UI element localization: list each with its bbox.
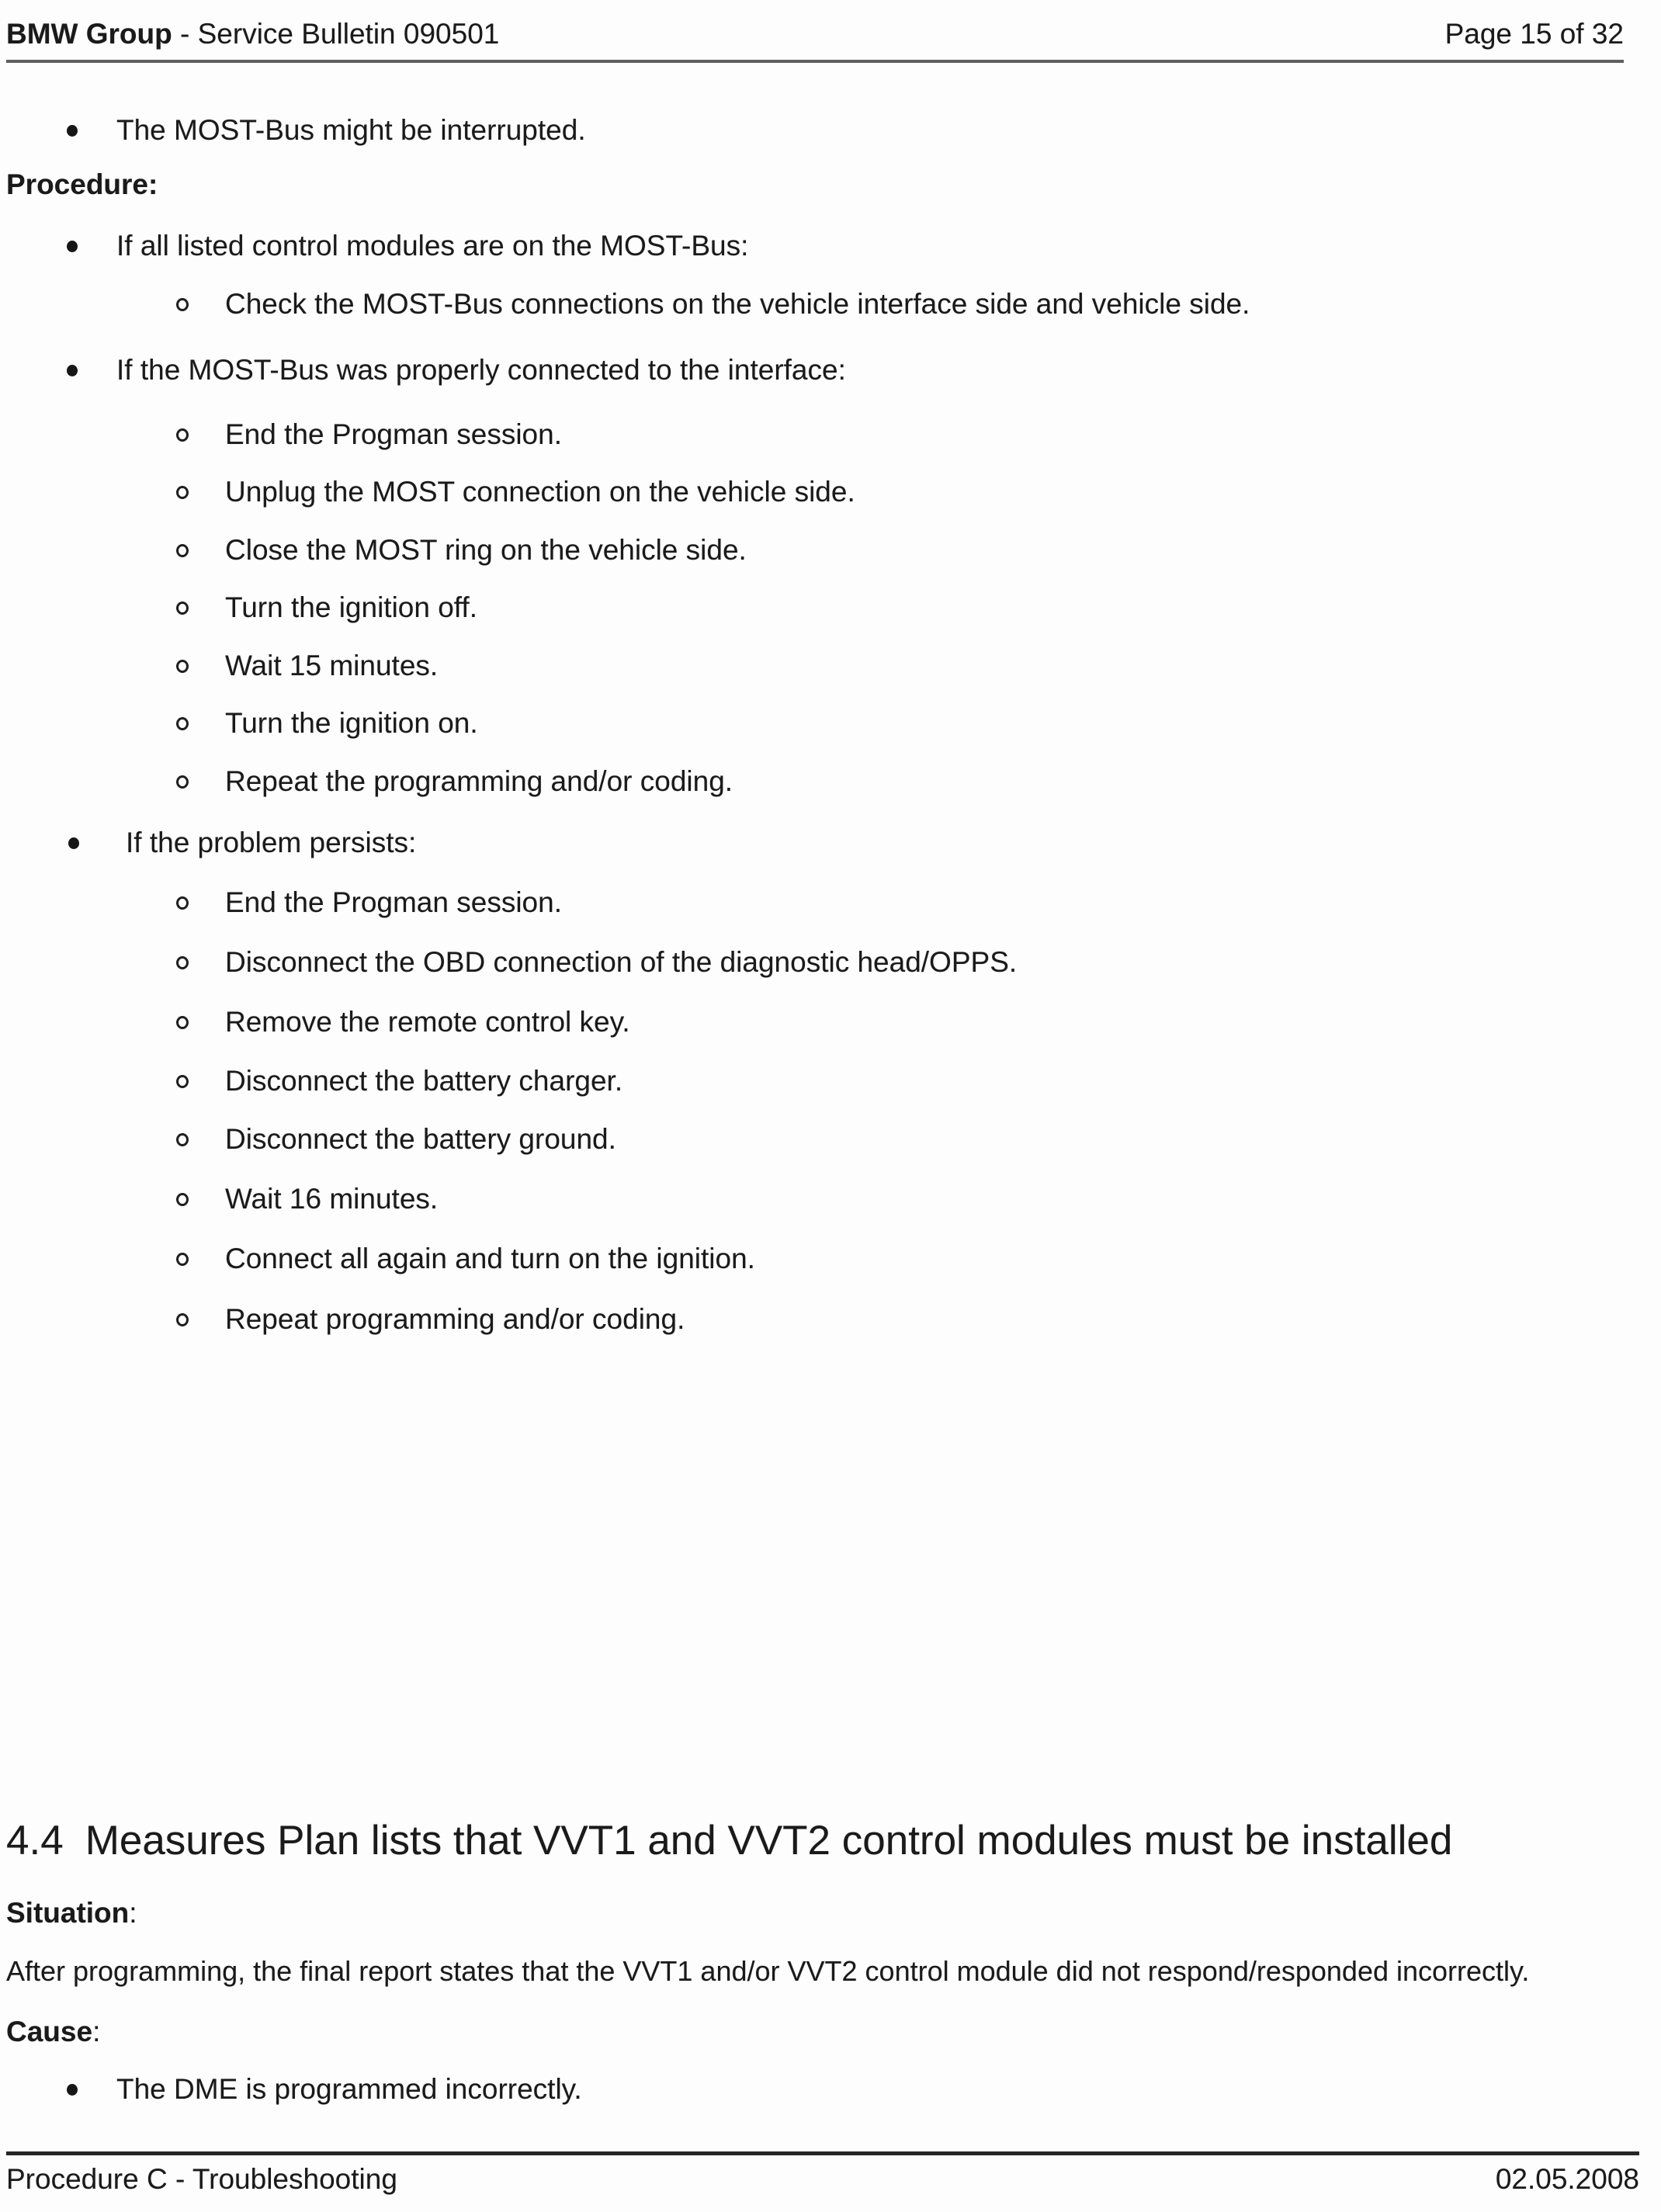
bullet-item — [0, 353, 1661, 387]
sub-bullet-item-text: Disconnect the OBD connection of the diagnostic head/OPPS. — [225, 946, 1018, 978]
sub-bullet-item — [0, 1005, 1661, 1039]
circle-bullet-icon — [176, 544, 189, 557]
procedure-label — [0, 168, 1661, 202]
sub-bullet-item-text: Wait 16 minutes. — [225, 1183, 439, 1215]
sub-bullet-item — [0, 706, 1661, 740]
header-brand: BMW Group — [6, 18, 172, 50]
section-title: Measures Plan lists that VVT1 and VVT2 control modules must be installed — [85, 1818, 1453, 1864]
sub-bullet-item — [0, 1242, 1661, 1276]
sub-bullet-item — [0, 945, 1661, 979]
bullet-item — [0, 113, 1661, 147]
circle-bullet-icon — [176, 1313, 189, 1326]
sub-bullet-item — [0, 764, 1661, 799]
bullet-item-text: The DME is programmed incorrectly. — [116, 2073, 582, 2105]
bullet-dot-icon — [67, 125, 78, 137]
bullet-item-text: If the MOST-Bus was properly connected to the interface: — [116, 354, 846, 386]
bullet-item-text: If all listed control modules are on the MOST-Bus: — [116, 230, 749, 262]
sub-bullet-item — [0, 886, 1661, 920]
section-number: 4.4 — [6, 1818, 64, 1864]
sub-bullet-item-text: Turn the ignition on. — [225, 707, 478, 739]
footer-date: 02.05.2008 — [1495, 2163, 1639, 2195]
sub-bullet-item-text: Repeat the programming and/or coding. — [225, 765, 733, 797]
bullet-dot-icon — [67, 365, 78, 376]
circle-bullet-icon — [176, 428, 189, 442]
sub-bullet-item-text: Turn the ignition off. — [225, 591, 477, 623]
circle-bullet-icon — [176, 486, 189, 499]
circle-bullet-icon — [176, 1016, 189, 1029]
sub-bullet-item-text: Check the MOST-Bus connections on the vehicle interface side and vehicle side. — [225, 288, 1250, 320]
sub-bullet-item — [0, 287, 1661, 321]
sub-bullet-item-text: Repeat programming and/or coding. — [225, 1303, 685, 1335]
header-subtitle: - Service Bulletin 090501 — [172, 18, 500, 50]
sub-bullet-item-text: Close the MOST ring on the vehicle side. — [225, 534, 747, 566]
sub-bullet-item — [0, 1182, 1661, 1216]
cause-label-text: Cause — [6, 2016, 93, 2047]
procedure-label-text: Procedure: — [6, 168, 158, 200]
sub-bullet-item-text: Remove the remote control key. — [225, 1006, 630, 1038]
cause-label — [0, 2015, 1661, 2049]
situation-label — [0, 1896, 1661, 1930]
bullet-item — [0, 229, 1661, 263]
page-header — [6, 17, 1624, 51]
sub-bullet-item — [0, 649, 1661, 683]
circle-bullet-icon — [176, 717, 189, 730]
sub-bullet-item-text: Disconnect the battery charger. — [225, 1065, 623, 1097]
bullet-item — [0, 2072, 1661, 2106]
bullet-dot-icon — [68, 837, 79, 849]
circle-bullet-icon — [176, 602, 189, 615]
situation-label-colon: : — [129, 1897, 137, 1929]
situation-paragraph — [0, 1954, 1661, 1988]
footer-divider — [6, 2151, 1639, 2155]
bullet-item-text: If the problem persists: — [126, 827, 417, 858]
sub-bullet-item — [0, 533, 1661, 567]
circle-bullet-icon — [176, 1133, 189, 1146]
sub-bullet-item-text: Unplug the MOST connection on the vehicle side. — [225, 476, 855, 508]
sub-bullet-item-text: End the Progman session. — [225, 886, 562, 918]
page-footer — [6, 2162, 1639, 2196]
sub-bullet-item — [0, 1064, 1661, 1098]
circle-bullet-icon — [176, 775, 189, 789]
page-indicator: Page 15 of 32 — [1444, 18, 1624, 50]
bullet-dot-icon — [67, 241, 78, 252]
sub-bullet-item — [0, 1122, 1661, 1156]
sub-bullet-item-text: Connect all again and turn on the ignition. — [225, 1243, 755, 1274]
section-heading — [0, 1816, 1661, 1866]
situation-label-text: Situation — [6, 1897, 130, 1929]
circle-bullet-icon — [176, 660, 189, 673]
sub-bullet-item — [0, 591, 1661, 625]
circle-bullet-icon — [176, 956, 189, 969]
sub-bullet-item-text: End the Progman session. — [225, 418, 562, 450]
sub-bullet-item — [0, 475, 1661, 509]
header-divider — [6, 60, 1624, 63]
circle-bullet-icon — [176, 1253, 189, 1266]
circle-bullet-icon — [176, 896, 189, 910]
bullet-dot-icon — [67, 2084, 78, 2096]
cause-label-colon: : — [92, 2016, 101, 2047]
bullet-item — [0, 826, 1661, 860]
circle-bullet-icon — [176, 1193, 189, 1206]
circle-bullet-icon — [176, 298, 189, 311]
sub-bullet-item — [0, 1302, 1661, 1337]
sub-bullet-item-text: Wait 15 minutes. — [225, 650, 439, 681]
header-title — [6, 17, 499, 51]
sub-bullet-item — [0, 418, 1661, 452]
sub-bullet-item-text: Disconnect the battery ground. — [225, 1123, 616, 1155]
bullet-item-text: The MOST-Bus might be interrupted. — [116, 114, 586, 146]
situation-paragraph-text: After programming, the final report states that the VVT1 and/or VVT2 control module did not respond/responded incorrectly. — [6, 1955, 1530, 1987]
circle-bullet-icon — [176, 1075, 189, 1088]
footer-section-title: Procedure C - Troubleshooting — [6, 2163, 397, 2195]
